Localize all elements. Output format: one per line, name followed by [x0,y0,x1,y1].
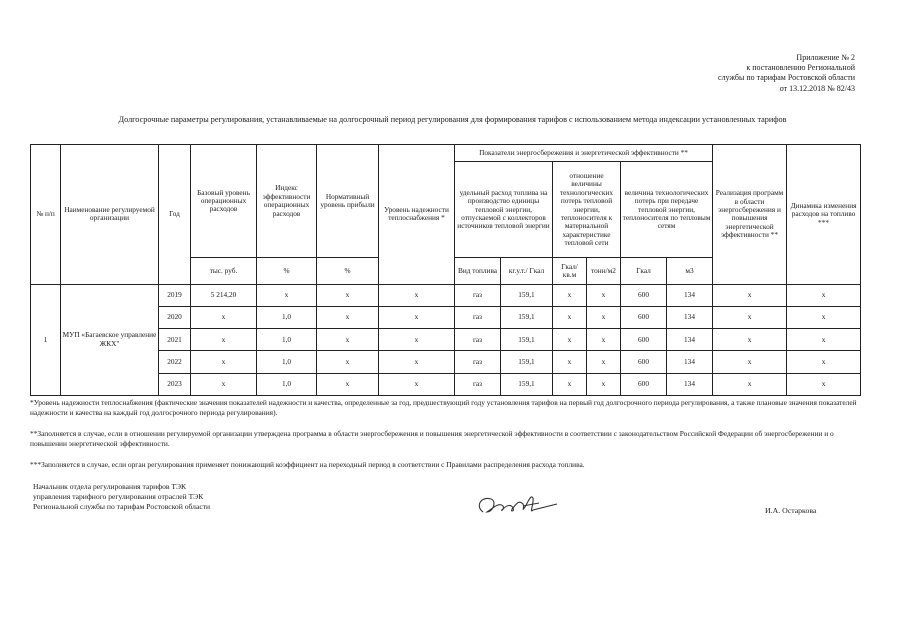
cell-dynamics: х [787,284,861,306]
cell-fuel-type: газ [455,306,501,328]
cell-loss-2: х [587,306,621,328]
header-tech-losses: величина технологических потерь при передаче тепловой энергии, теплоносителя по тепловым сетям [621,162,713,258]
cell-normative-profit: х [317,351,379,373]
cell-tech-1: 600 [621,284,667,306]
cell-programs: х [713,373,787,395]
cell-programs: х [713,351,787,373]
header-base-level: Базовый уровень операционных расходов [191,145,257,258]
header-year: Год [159,145,191,285]
unit-base-level: тыс. руб. [191,258,257,284]
unit-normative-profit: % [317,258,379,284]
cell-tech-1: 600 [621,351,667,373]
cell-dynamics: х [787,329,861,351]
cell-tech-2: 134 [667,329,713,351]
appendix-line: службы по тарифам Ростовской области [718,73,855,83]
cell-tech-2: 134 [667,373,713,395]
cell-year: 2023 [159,373,191,395]
cell-loss-1: х [553,329,587,351]
signer-position-line: Начальник отдела регулирования тарифов ТЭК [33,482,187,491]
cell-loss-2: х [587,351,621,373]
cell-reliability: х [379,329,455,351]
cell-fuel-rate: 159,1 [501,306,553,328]
document-title: Долгосрочные параметры регулирования, устанавливаемые на долгосрочный период регулирования для формирования тарифов с использованием метода индексации установленных тарифов [118,115,787,124]
header-loss-ratio: отношение величины технологических потерь тепловой энергии, теплоносителя к материальной характеристике тепловой сети [553,162,621,258]
cell-tech-2: 134 [667,306,713,328]
unit-efficiency-index: % [257,258,317,284]
unit-loss-1: Гкал/ кв.м [553,258,587,284]
cell-year: 2022 [159,351,191,373]
cell-efficiency-index: х [257,284,317,306]
cell-base-level: х [191,306,257,328]
cell-year: 2021 [159,329,191,351]
cell-dynamics: х [787,306,861,328]
unit-tech-2: м3 [667,258,713,284]
cell-loss-1: х [553,284,587,306]
cell-programs: х [713,329,787,351]
unit-fuel-rate: кг.у.т./ Гкал [501,258,553,284]
cell-year: 2020 [159,306,191,328]
cell-dynamics: х [787,351,861,373]
cell-fuel-type: газ [455,373,501,395]
regulation-parameters-table [30,144,861,396]
cell-tech-1: 600 [621,329,667,351]
signer-name: И.А. Остаркова [765,506,817,515]
header-normative-profit: Нормативный уровень прибыли [317,145,379,258]
cell-reliability: х [379,351,455,373]
unit-loss-2: тонн/м2 [587,258,621,284]
footnotes [30,398,860,482]
cell-base-level: х [191,373,257,395]
cell-tech-1: 600 [621,373,667,395]
cell-fuel-rate: 159,1 [501,351,553,373]
footnote-fuel-dynamics: ***Заполняется в случае, если орган регулирования применяет понижающий коэффициент на переходный период в соответствии с Правилами распределения расхода топлива. [30,460,585,470]
cell-tech-2: 134 [667,351,713,373]
header-programs: Реализация программ в области энергосбережения и повышения энергетической эффективности ** [713,145,787,285]
header-dynamics: Динамика изменения расходов на топливо *** [787,145,861,285]
header-org-name: Наименование регулируемой организации [61,145,159,285]
header-fuel-consumption: удельный расход топлива на производство единицы тепловой энергии, отпускаемой с коллекторов источников тепловой энергии [455,162,553,258]
cell-year: 2019 [159,284,191,306]
signer-position [33,482,210,513]
unit-tech-1: Гкал [621,258,667,284]
cell-fuel-type: газ [455,351,501,373]
cell-normative-profit: х [317,284,379,306]
org-name: МУП «Багаевское управление ЖКХ" [61,284,159,395]
cell-fuel-type: газ [455,329,501,351]
cell-base-level: 5 214,20 [191,284,257,306]
cell-programs: х [713,284,787,306]
cell-efficiency-index: 1,0 [257,306,317,328]
cell-loss-1: х [553,373,587,395]
appendix-line: от 13.12.2018 № 82/43 [779,83,855,93]
cell-efficiency-index: 1,0 [257,351,317,373]
cell-reliability: х [379,306,455,328]
cell-loss-2: х [587,329,621,351]
cell-base-level: х [191,329,257,351]
cell-fuel-rate: 159,1 [501,373,553,395]
footnote-reliability: *Уровень надежности теплоснабжения (фактические значения показателей надежности и качества, определенные за год, предшествующий году установления тарифов на первый год долгосрочного периода регулирования, а также плановые значения показателей надежности и качества на каждый год долгосрочного периода регулирования). [30,398,857,417]
unit-fuel-type: Вид топлива [455,258,501,284]
cell-loss-2: х [587,284,621,306]
signer-position-line: управления тарифного регулирования отраслей ТЭК [33,492,204,502]
cell-efficiency-index: 1,0 [257,373,317,395]
cell-normative-profit: х [317,373,379,395]
cell-loss-2: х [587,373,621,395]
cell-loss-1: х [553,351,587,373]
header-energy-group: Показатели энергосбережения и энергетической эффективности ** [455,145,713,162]
cell-programs: х [713,306,787,328]
appendix-line: к постановлению Региональной [746,63,855,73]
cell-tech-2: 134 [667,284,713,306]
handwritten-signature [473,490,563,524]
header-num: № п/п [31,145,61,285]
cell-fuel-rate: 159,1 [501,329,553,351]
appendix-reference [718,53,855,94]
cell-fuel-type: газ [455,284,501,306]
cell-reliability: х [379,284,455,306]
table-row [31,284,861,306]
cell-normative-profit: х [317,329,379,351]
signer-position-line: Региональной службы по тарифам Ростовской области [33,502,211,512]
cell-loss-1: х [553,306,587,328]
cell-reliability: х [379,373,455,395]
footnote-energy-program: **Заполняется в случае, если в отношении регулируемой организации утверждена программа в области энергосбережения и повышения энергетической эффективности в соответствии с законодательством Российской Федерации об энергосбережении и о повышении энергетической эффективности. [30,429,834,448]
cell-normative-profit: х [317,306,379,328]
cell-base-level: х [191,351,257,373]
cell-fuel-rate: 159,1 [501,284,553,306]
appendix-line: Приложение № 2 [796,53,855,62]
header-efficiency-index: Индекс эффективности операционных расходов [257,145,317,258]
cell-efficiency-index: 1,0 [257,329,317,351]
header-reliability: Уровень надежности теплоснабжения * [379,145,455,285]
org-num: 1 [31,284,61,395]
cell-dynamics: х [787,373,861,395]
cell-tech-1: 600 [621,306,667,328]
